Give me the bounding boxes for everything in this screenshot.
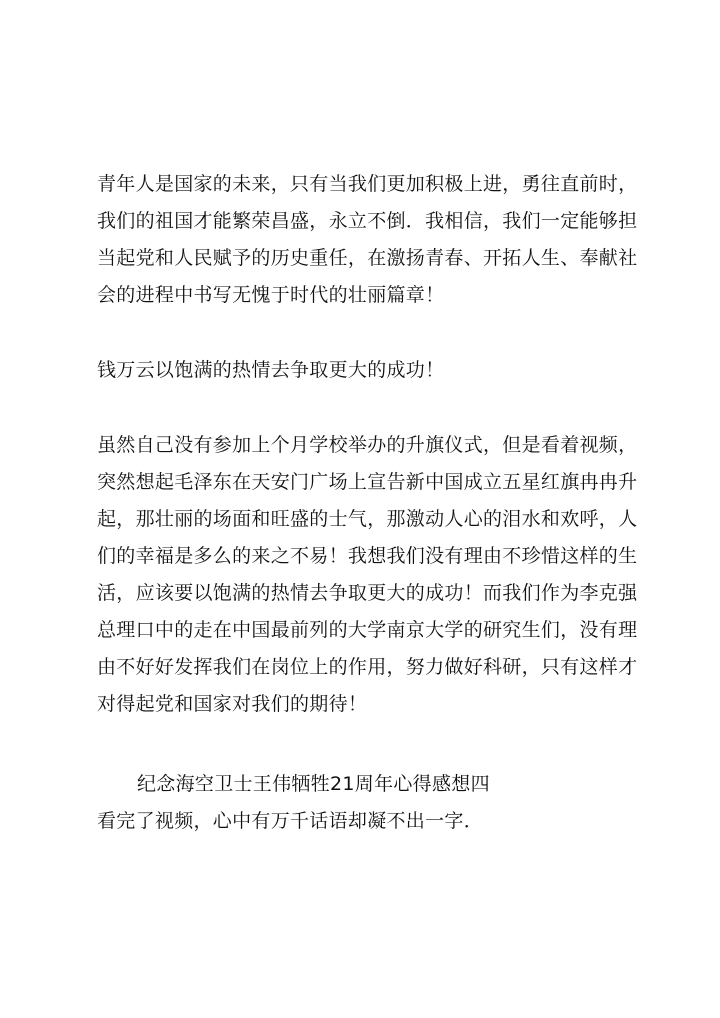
paragraph-3-line: 活，应该要以饱满的热情去争取更大的成功！而我们作为李克强 — [97, 582, 638, 604]
paragraph-3-line: 对得起党和国家对我们的期待！ — [97, 693, 368, 715]
paragraph-1-line: 当起党和人民赋予的历史重任，在激扬青春、开拓人生、奉献社 — [97, 247, 638, 269]
paragraph-3-line: 由不好好发挥我们在岗位上的作用，努力做好科研，只有这样才 — [97, 656, 638, 678]
paragraph-2-line: 钱万云以饱满的热情去争取更大的成功！ — [97, 359, 445, 381]
paragraph-1-line: 会的进程中书写无愧于时代的壮丽篇章！ — [97, 284, 445, 306]
paragraph-3-line: 起，那壮丽的场面和旺盛的士气，那激动人心的泪水和欢呼，人 — [97, 508, 638, 530]
paragraph-1-line: 我们的祖国才能繁荣昌盛，永立不倒．我相信，我们一定能够担 — [97, 210, 638, 232]
paragraph-3-line: 们的幸福是多么的来之不易！我想我们没有理由不珍惜这样的生 — [97, 545, 638, 567]
paragraph-3-line: 总理口中的走在中国最前列的大学南京大学的研究生们，没有理 — [97, 619, 638, 641]
paragraph-1-line: 青年人是国家的未来，只有当我们更加积极上进，勇往直前时， — [97, 173, 638, 195]
paragraph-4-line: 看完了视频，心中有万千话语却凝不出一字． — [97, 810, 484, 832]
paragraph-3-line: 突然想起毛泽东在天安门广场上宣告新中国成立五星红旗冉冉升 — [97, 471, 638, 493]
section-heading: 纪念海空卫士王伟牺牲21周年心得感想四 — [137, 773, 490, 795]
paragraph-3-line: 虽然自己没有参加上个月学校举办的升旗仪式，但是看着视频， — [97, 434, 638, 456]
